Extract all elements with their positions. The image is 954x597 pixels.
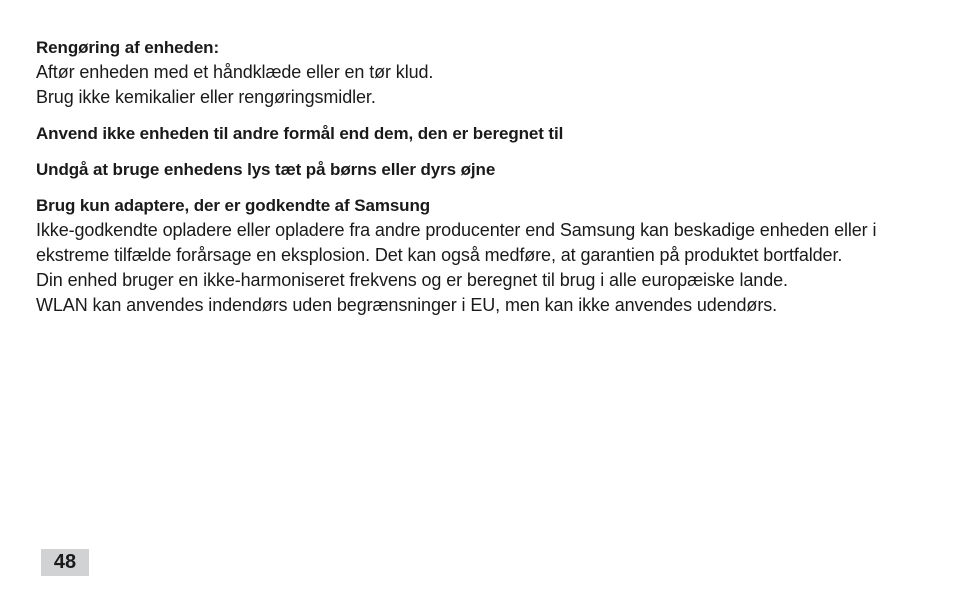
document-body bbox=[36, 36, 926, 330]
section-intended-use bbox=[36, 122, 926, 146]
section-eye-safety bbox=[36, 158, 926, 182]
section-heading: Anvend ikke enheden til andre formål end dem, den er beregnet til bbox=[36, 124, 564, 143]
section-heading: Rengøring af enheden: bbox=[36, 38, 220, 57]
paragraph: Brug ikke kemikalier eller rengøringsmidler. bbox=[36, 87, 376, 107]
paragraph: WLAN kan anvendes indendørs uden begrænsninger i EU, men kan ikke anvendes udendørs. bbox=[36, 295, 778, 315]
section-heading: Brug kun adaptere, der er godkendte af Samsung bbox=[36, 196, 431, 215]
page-number: 48 bbox=[41, 549, 89, 576]
paragraph: Din enhed bruger en ikke-harmoniseret frekvens og er beregnet til brug i alle europæiske lande. bbox=[36, 270, 788, 290]
section-cleaning bbox=[36, 36, 926, 110]
section-heading: Undgå at bruge enhedens lys tæt på børns eller dyrs øjne bbox=[36, 160, 496, 179]
paragraph: Ikke-godkendte opladere eller opladere fra andre producenter end Samsung kan beskadige enheden eller i ekstreme tilfælde forårsage en eksplosion. Det kan også medføre, at garantien på produktet bortfalder. bbox=[36, 220, 877, 265]
section-approved-adapters bbox=[36, 194, 926, 318]
paragraph: Aftør enheden med et håndklæde eller en tør klud. bbox=[36, 62, 434, 82]
